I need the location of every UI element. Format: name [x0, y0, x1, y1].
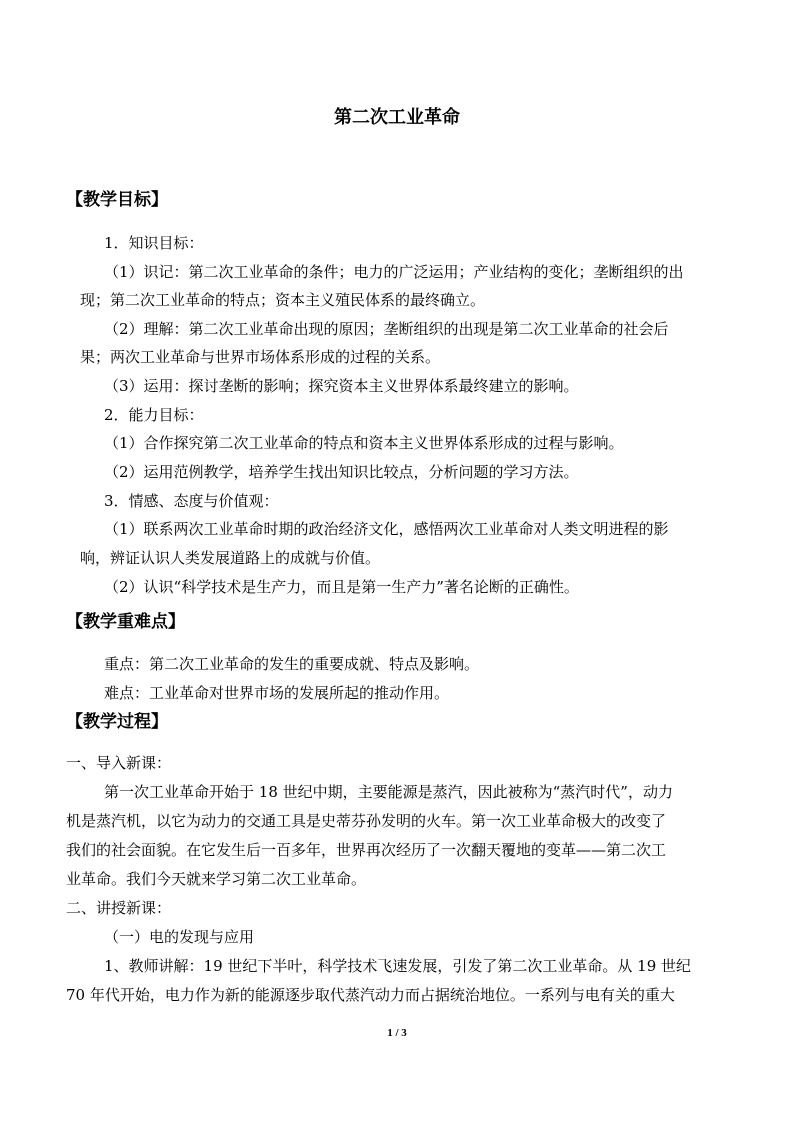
paragraph-line: 业革命。我们今天就来学习第二次工业革命。: [66, 870, 367, 888]
paragraph-line: （一）电的发现与应用: [104, 928, 255, 946]
paragraph-line: （1）联系两次工业革命时期的政治经济文化，感悟两次工业革命对人类文明进程的影: [104, 520, 669, 538]
page-number: 1 / 3: [387, 1027, 407, 1039]
paragraph-line: 现；第二次工业革命的特点；资本主义殖民体系的最终确立。: [80, 291, 486, 309]
section-heading-process: 【教学过程】: [66, 712, 168, 732]
paragraph-line: 难点：工业革命对世界市场的发展所起的推动作用。: [104, 684, 450, 702]
paragraph-line: 一、导入新课：: [66, 754, 172, 772]
paragraph-line: （1）合作探究第二次工业革命的特点和资本主义世界体系形成的过程与影响。: [104, 434, 624, 452]
paragraph-line: （2）认识“科学技术是生产力，而且是第一生产力”著名论断的正确性。: [104, 578, 579, 596]
document-title: 第二次工业革命: [334, 107, 460, 128]
paragraph-line: 果；两次工业革命与世界市场体系形成的过程的关系。: [80, 348, 441, 366]
paragraph-line: 机是蒸汽机，以它为动力的交通工具是史蒂芬孙发明的火车。第一次工业革命极大的改变了: [66, 812, 667, 830]
section-heading-keypoints: 【教学重难点】: [66, 612, 185, 632]
section-heading-goals: 【教学目标】: [66, 190, 168, 210]
paragraph-line: 第一次工业革命开始于 18 世纪中期，主要能源是蒸汽，因此被称为“蒸汽时代”，动力: [104, 783, 673, 801]
paragraph-line: （2）运用范例教学，培养学生找出知识比较点，分析问题的学习方法。: [104, 463, 579, 481]
paragraph-line: 重点：第二次工业革命的发生的重要成就、特点及影响。: [104, 655, 480, 673]
paragraph-line: 响，辨证认识人类发展道路上的成就与价值。: [80, 549, 381, 567]
paragraph-line: 我们的社会面貌。在它发生后一百多年，世界再次经历了一次翻天覆地的变革——第二次工: [66, 841, 667, 859]
paragraph-line: 1．知识目标：: [104, 234, 204, 252]
paragraph-line: （3）运用：探讨垄断的影响；探究资本主义世界体系最终建立的影响。: [104, 377, 579, 395]
paragraph-line: 1、教师讲解：19 世纪下半叶，科学技术飞速发展，引发了第二次工业革命。从 19 世纪: [104, 957, 692, 975]
paragraph-line: 70 年代开始，电力作为新的能源逐步取代蒸汽动力而占据统治地位。一系列与电有关的重大: [66, 986, 675, 1004]
paragraph-line: （1）识记：第二次工业革命的条件；电力的广泛运用；产业结构的变化；垄断组织的出: [104, 263, 684, 281]
paragraph-line: 2．能力目标：: [104, 406, 204, 424]
paragraph-line: 3．情感、态度与价值观：: [104, 492, 279, 510]
paragraph-line: 二、讲授新课：: [66, 899, 172, 917]
paragraph-line: （2）理解：第二次工业革命出现的原因；垄断组织的出现是第二次工业革命的社会后: [104, 320, 669, 338]
